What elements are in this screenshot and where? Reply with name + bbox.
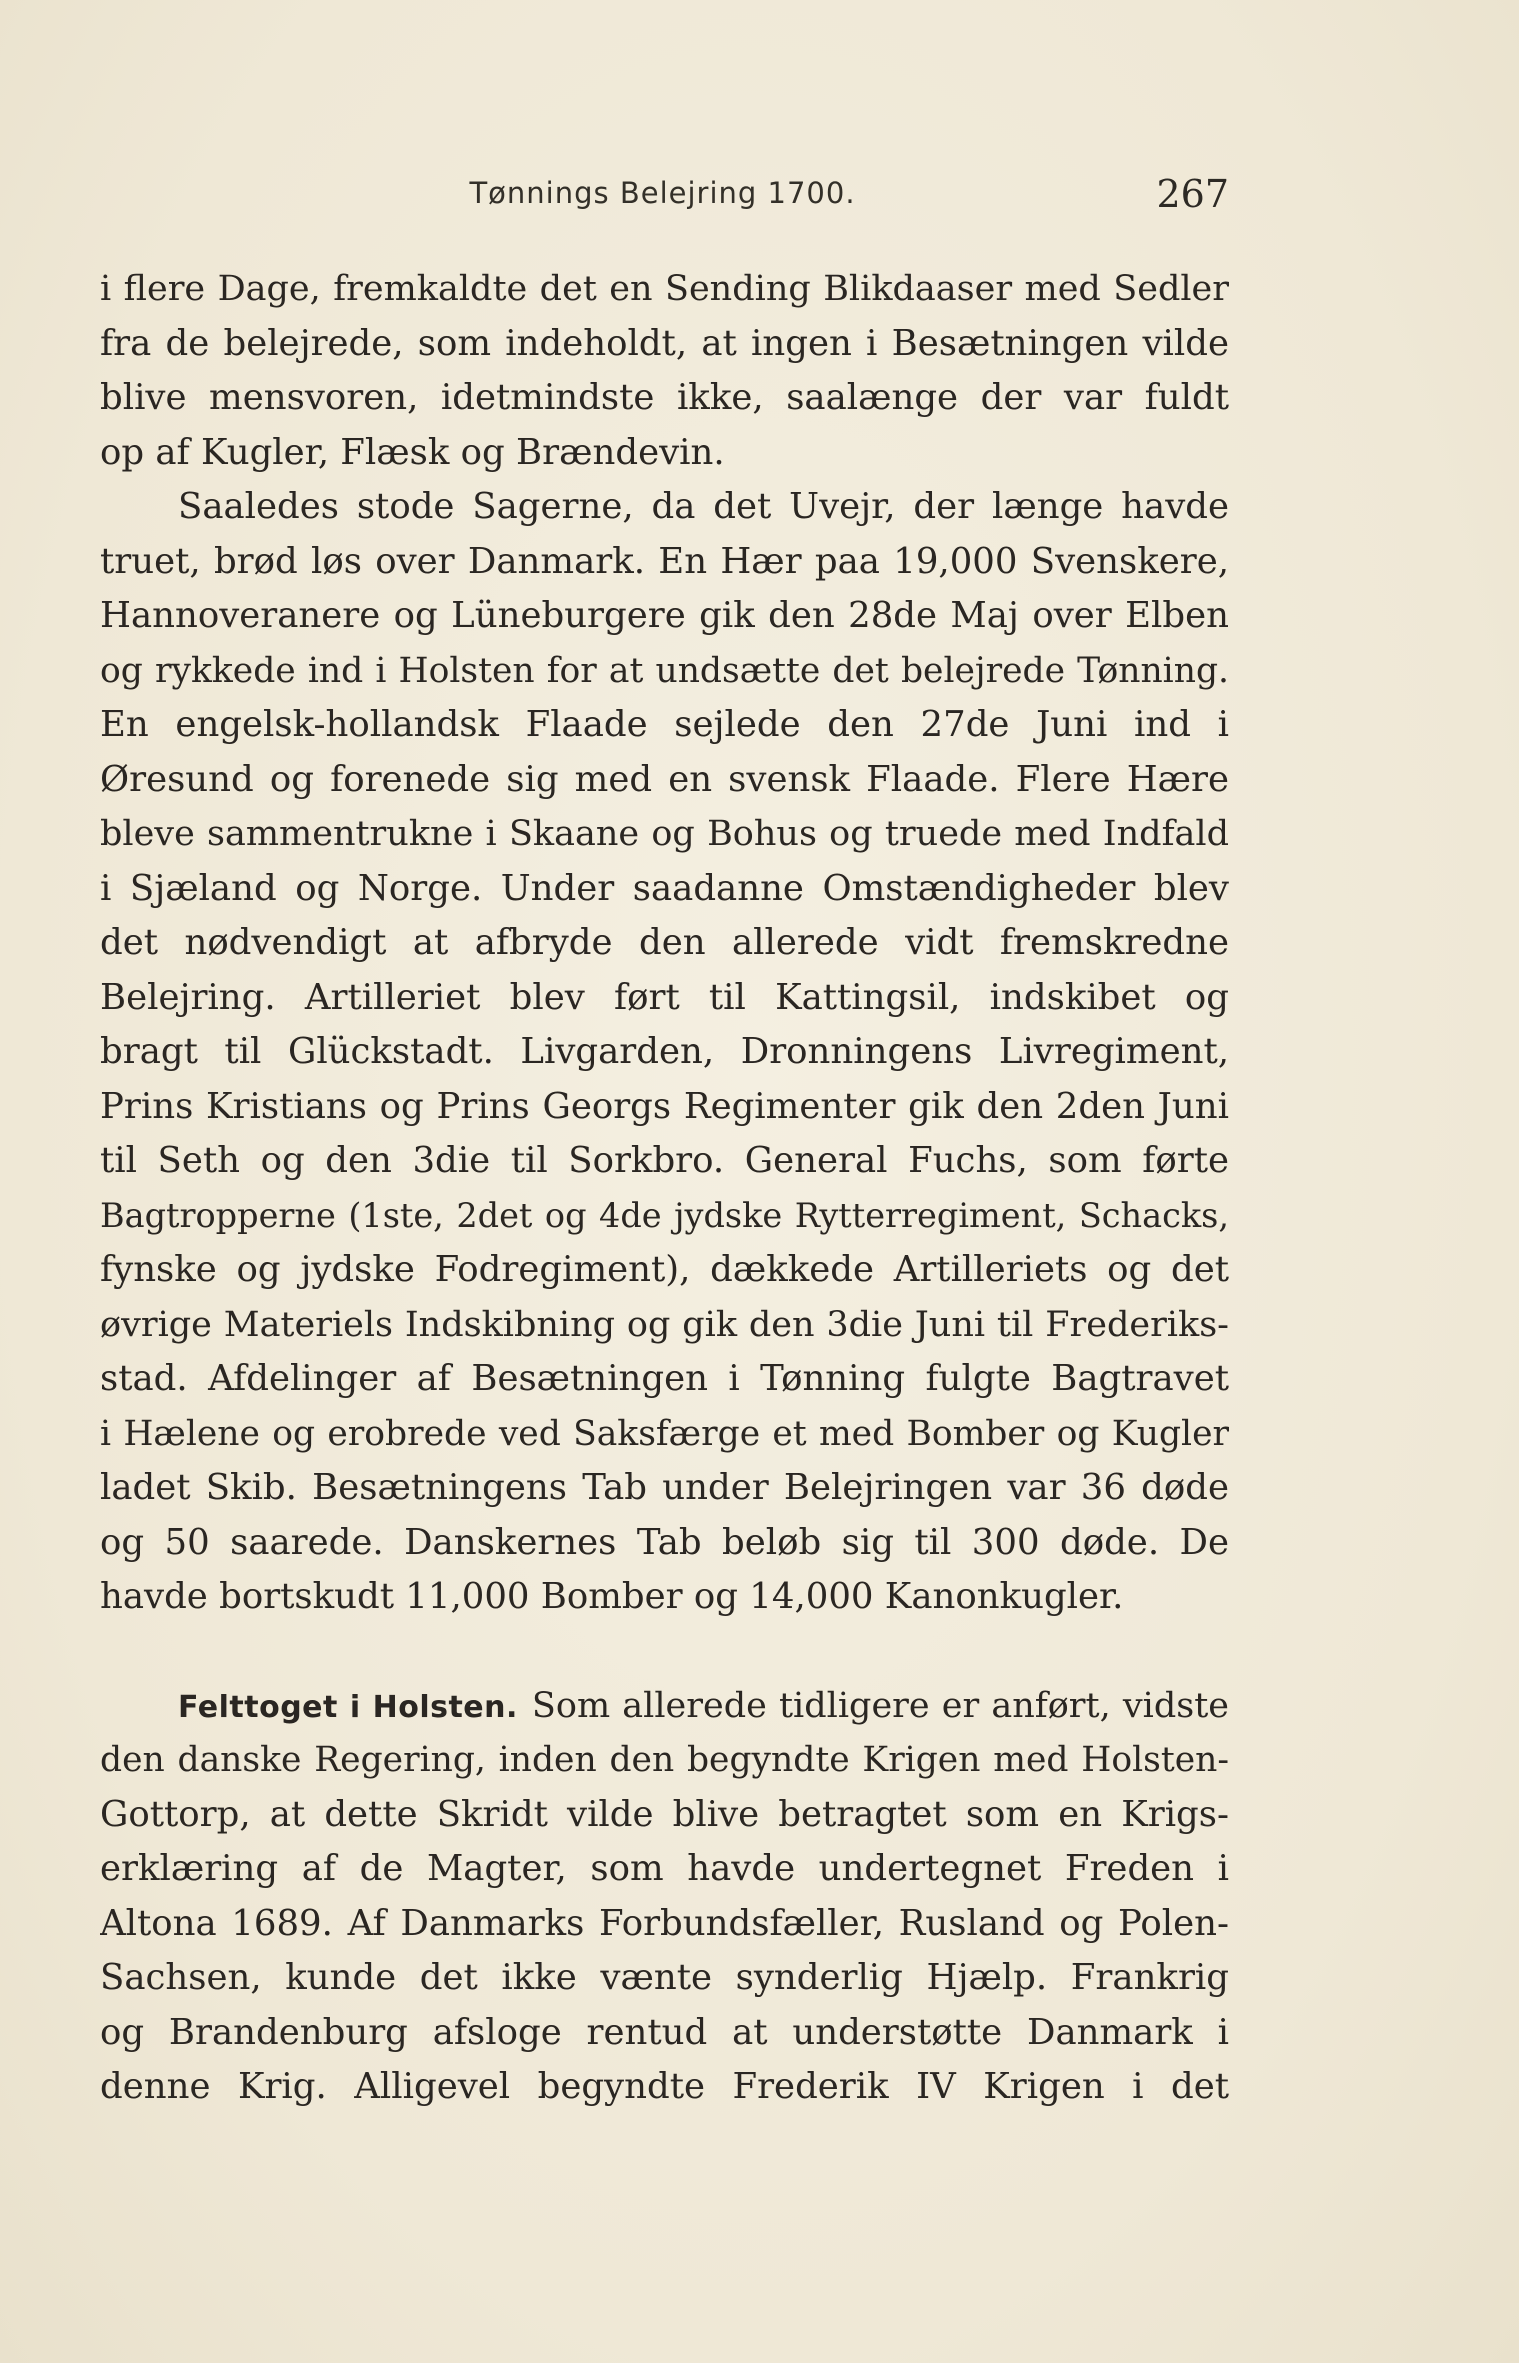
- running-title: Tønnings Belejring 1700.: [469, 176, 856, 210]
- text-line: ladet Skib. Besætningens Tab under Belejringen var 36 døde: [100, 1467, 1229, 1508]
- text-line: En engelsk-hollandsk Flaade sejlede den 27de Juni ind i: [100, 704, 1229, 745]
- text-line: fynske og jydske Fodregiment), dækkede Artilleriets og det: [100, 1249, 1229, 1290]
- text-line: stad. Afdelinger af Besætningen i Tønning fulgte Bagtravet: [100, 1358, 1229, 1399]
- text-line: op af Kugler, Flæsk og Brændevin.: [100, 431, 725, 473]
- text-line: Altona 1689. Af Danmarks Forbundsfæller, Rusland og Polen-: [100, 1902, 1229, 1944]
- text-line: fra de belejrede, som indeholdt, at ingen i Besætningen vilde: [100, 322, 1229, 364]
- text-line: Sachsen, kunde det ikke vænte synderlig Hjælp. Frankrig: [100, 1957, 1229, 1998]
- text-line: denne Krig. Alligevel begyndte Frederik IV Krigen i det: [100, 2066, 1229, 2107]
- text-line: Gottorp, at dette Skridt vilde blive betragtet som en Krigs-: [100, 1793, 1229, 1835]
- text-line: Bagtropperne (1ste, 2det og 4de jydske Rytterregiment, Schacks,: [100, 1195, 1229, 1235]
- page-number: 267: [1156, 172, 1229, 216]
- text-line: bleve sammentrukne i Skaane og Bohus og truede med Indfald: [100, 814, 1229, 854]
- text-line: i flere Dage, fremkaldte det en Sending Blikdaaser med Sedler: [100, 269, 1229, 309]
- text-line: øvrige Materiels Indskibning og gik den 3die Juni til Frederiks-: [100, 1304, 1229, 1345]
- section-first-line-text: Som allerede tidligere er anført, vidste: [531, 1685, 1229, 1726]
- text-line: Prins Kristians og Prins Georgs Regimenter gik den 2den Juni: [100, 1085, 1229, 1127]
- text-line: og Brandenburg afsloge rentud at understøtte Danmark i: [100, 2011, 1229, 2053]
- section-gap: [100, 1625, 1229, 1679]
- section-heading: Felttoget i Holsten.: [178, 1689, 518, 1725]
- body-text: [100, 262, 1229, 2115]
- text-line: til Seth og den 3die til Sorkbro. General Fuchs, som førte: [100, 1140, 1229, 1181]
- text-line: Hannoveranere og Lüneburgere gik den 28de Maj over Elben: [100, 595, 1229, 636]
- text-line: havde bortskudt 11,000 Bomber og 14,000 Kanonkugler.: [100, 1576, 1124, 1617]
- text-line: det nødvendigt at afbryde den allerede vidt fremskredne: [100, 922, 1229, 963]
- text-line: erklæring af de Magter, som havde undertegnet Freden i: [100, 1848, 1229, 1889]
- text-line: Saaledes stode Sagerne, da det Uvejr, der længe havde: [178, 486, 1229, 527]
- text-line: Belejring. Artilleriet blev ført til Kattingsil, indskibet og: [100, 976, 1229, 1018]
- section-first-line: [100, 1679, 1229, 1734]
- text-line: i Sjæland og Norge. Under saadanne Omstændigheder blev: [100, 867, 1229, 909]
- text-line: truet, brød løs over Danmark. En Hær paa 19,000 Svenskere,: [100, 540, 1229, 582]
- text-line: og 50 saarede. Danskernes Tab beløb sig til 300 døde. De: [100, 1521, 1229, 1563]
- running-header: [96, 172, 1229, 222]
- text-line: i Hælene og erobrede ved Saksfærge et med Bomber og Kugler: [100, 1413, 1229, 1454]
- text-line: bragt til Glückstadt. Livgarden, Dronningens Livregiment,: [100, 1031, 1229, 1072]
- text-line: blive mensvoren, idetmindste ikke, saalænge der var fuldt: [100, 377, 1229, 418]
- text-line: Øresund og forenede sig med en svensk Flaade. Flere Hære: [100, 758, 1229, 800]
- text-line: og rykkede ind i Holsten for at undsætte det belejrede Tønning.: [100, 650, 1229, 691]
- text-line: den danske Regering, inden den begyndte Krigen med Holsten-: [100, 1740, 1229, 1780]
